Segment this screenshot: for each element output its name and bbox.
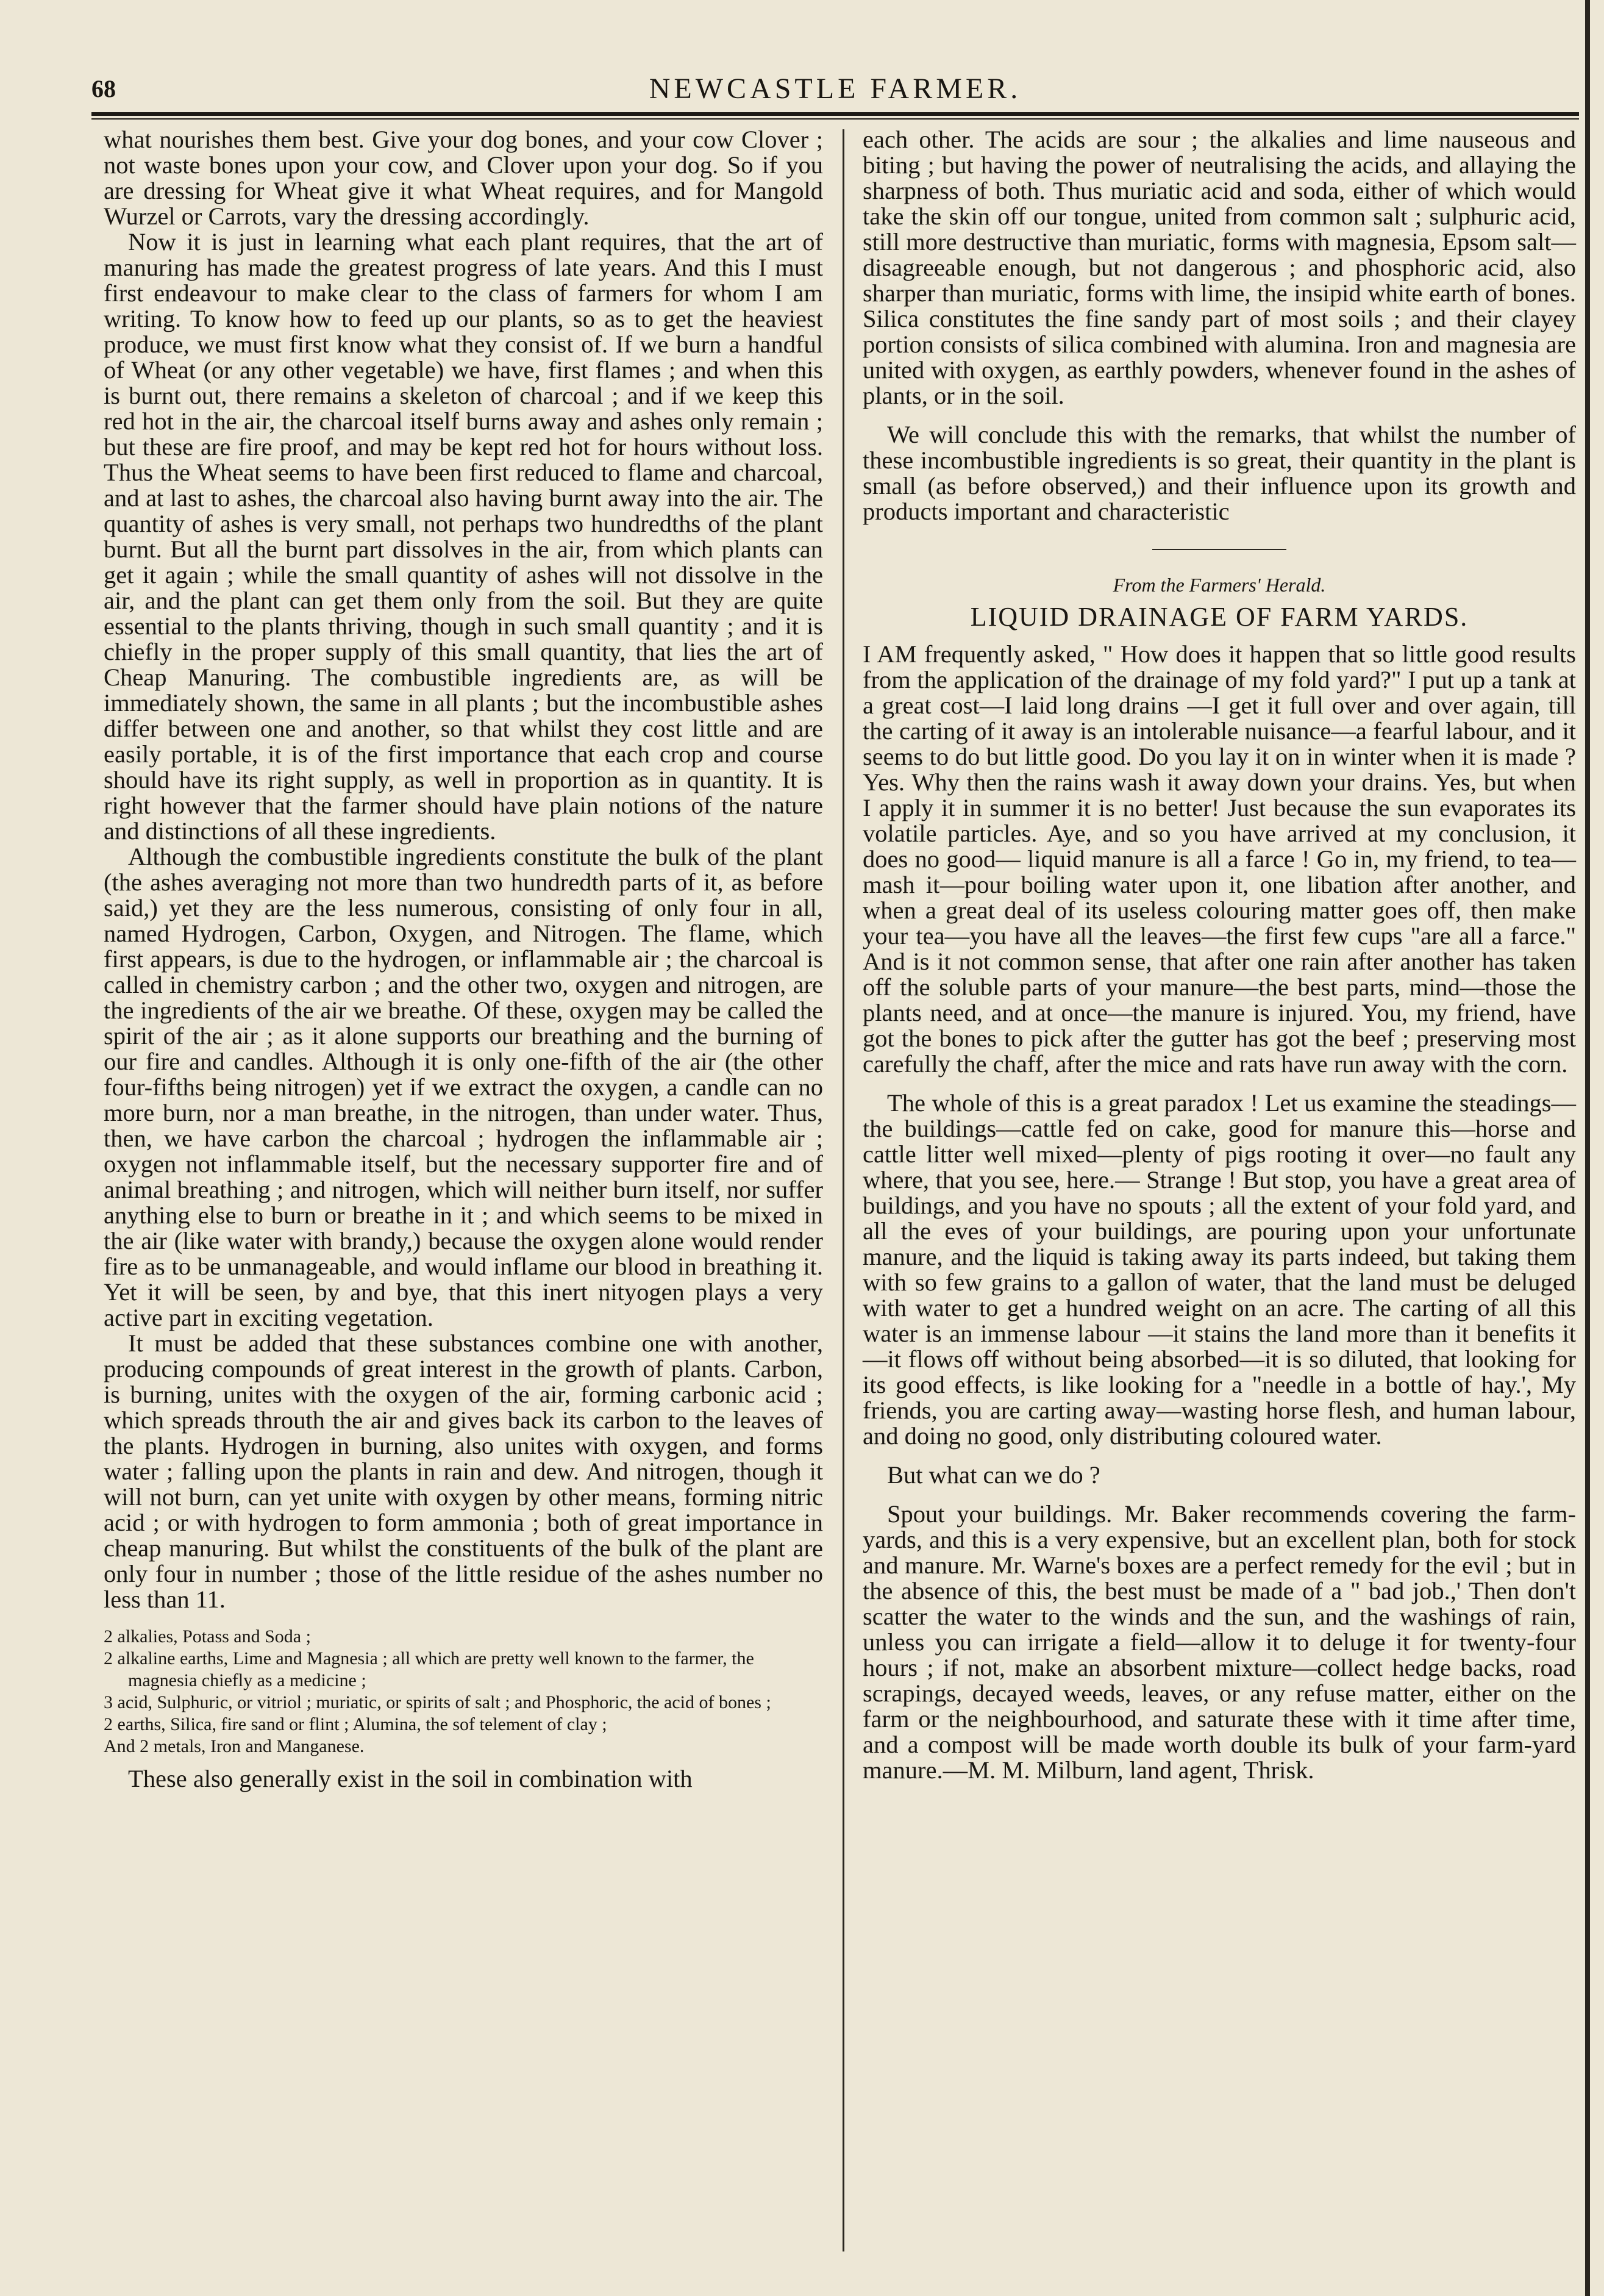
header-rule-thin — [91, 118, 1579, 120]
paragraph: Although the combustible ingredients constitute the bulk of the plant (the ashes averaging not more than two hundredth parts of it, as before said,) yet they are the less numerous, consisting of only four in all, named Hydrogen, Carbon, Oxygen, and Nitrogen. The flame, which first appears, is due to the hydrogen, or inflammable air ; the charcoal is called in chemistry carbon ; and the other two, oxygen and nitrogen, are the ingredients of the air we breathe. Of these, oxygen may be called the spirit of the air ; as it alone supports our breathing and the burning of our fire and candles. Although it is only one-fifth of the air (the other four-fifths being nitrogen) yet if we extract the oxygen, a candle can no more burn, nor a man breathe, in the nitrogen, than under water. Thus, then, we have carbon the charcoal ; hydrogen the inflammable air ; oxygen not inflammable itself, but the necessary supporter fire and of animal breathing ; and nitrogen, which will neither burn itself, nor suffer anything else to burn or breathe in it ; and which seems to be mixed in the air (like water with brandy,) because the oxygen alone would render fire as to be unmanageable, and would inflame our blood in breathing it. Yet it will be seen, by and bye, that this inert nityogen plays a very active part in exciting vegetation. — [104, 843, 823, 1331]
article-paragraph: Spout your buildings. Mr. Baker recommends covering the farm-yards, and this is a very expensive, but an excellent plan, both for stock and manure. Mr. Warne's boxes are a perfect remedy for the evil ; but in the absence of this, the best must be made of a " bad job.,' Then don't scatter the water to the winds and the sun, and the washings of rain, unless you can irrigate a field—allow it to deluge it for twenty-four hours ; if not, make an absorbent mixture—collect hedge backs, road scrapings, decayed weeds, leaves, or any refuse matter, either on the farm or the neighbourhood, and saturate these with it time after time, and a compost will be made worth double its bulk of your farm-yard manure.—M. M. Milburn, land agent, Thrisk. — [863, 1500, 1576, 1784]
right-column — [863, 127, 1576, 1783]
running-title: NEWCASTLE FARMER. — [649, 73, 1022, 105]
article-paragraph: I AM frequently asked, " How does it happen that so little good results from the application of the drainage of my fold yard?" I put up a tank at a great cost—I laid long drains —I get it full over and over again, till the carting of it away is an intolerable nuisance—a fearful labour, and it seems to do but little good. Do you lay it on in winter when it is made ? Yes. Why then the rains wash it away down your drains. Yes, but when I apply it in summer it is no better! Just because the sun evaporates its volatile particles. Aye, and so you have arrived at my conclusion, it does no good— liquid manure is all a farce ! Go in, my friend, to tea—mash it—pour boiling water upon it, one libation after another, and when a great deal of its useless colouring matter goes off, then make your tea—you have all the leaves—the first few cups "are all a farce." And is it not common sense, that after one rain after another has taken off the soluble parts of your manure—the best parts, mind—those the plants need, and at once—the manure is injured. You, my friend, have got the bones to pick after the gutter has got the beef ; preserving most carefully the chaff, after the mice and rats have run away with the corn. — [863, 640, 1576, 1078]
header-rule — [91, 112, 1579, 116]
section-divider — [1152, 549, 1286, 550]
page-edge-rule — [1585, 0, 1590, 2296]
paragraph: We will conclude this with the remarks, that whilst the number of these incombustible ingredients is so great, their quantity in the plant is small (as before observed,) and their influence upon its growth and products important and characteristic — [863, 421, 1576, 525]
footnote: And 2 metals, Iron and Manganese. — [104, 1736, 365, 1756]
footnote: 2 alkalies, Potass and Soda ; — [104, 1626, 311, 1647]
paragraph: Now it is just in learning what each plant requires, that the art of manuring has made the greatest progress of late years. And this I must first endeavour to make clear to the class of farmers for whom I am writing. To know how to feed up our plants, so as to get the heaviest produce, we must first know what they consist of. If we burn a handful of Wheat (or any other vegetable) we have, first flames ; and when this is burnt out, there remains a skeleton of charcoal ; and if we keep this red hot in the air, the charcoal itself burns away and ashes only remain ; but these are fire proof, and may be kept red hot for hours without loss. Thus the Wheat seems to have been first reduced to flame and charcoal, and at last to ashes, the charcoal also having burnt away into the air. The quantity of ashes is very small, not perhaps two hundredths of the plant burnt. But all the burnt part dissolves in the air, from which plants can get it again ; while the small quantity of ashes will not dissolve in the air, and the plant can get them only from the soil. But they are quite essential to the plants thriving, though in such small quantity ; and it is chiefly in the proper supply of this small quantity, that lies the art of Cheap Manuring. The combustible ingredients are, as will be immediately shown, the same in all plants ; but the incombustible ashes differ between one and another, so that whilst they cost little and are easily portable, it is of the first importance that each crop and course should have its right supply, as well in proportion as in quantity. It is right however that the farmer should have plain notions of the nature and distinctions of all these ingredients. — [104, 228, 823, 845]
left-column — [104, 127, 823, 1792]
column-divider — [843, 129, 844, 2251]
article-source: From the Farmers' Herald. — [1113, 574, 1326, 596]
footnote: 2 earths, Silica, fire sand or flint ; Alumina, the sof telement of clay ; — [104, 1714, 607, 1734]
page-number: 68 — [91, 75, 116, 102]
footnote: 3 acid, Sulphuric, or vitriol ; muriatic, or spirits of salt ; and Phosphoric, the acid of bones ; — [104, 1692, 771, 1712]
article-title: LIQUID DRAINAGE OF FARM YARDS. — [970, 602, 1469, 632]
masthead — [91, 72, 1579, 109]
footnotes — [104, 1626, 823, 1758]
closing-line: These also generally exist in the soil in combination with — [128, 1765, 693, 1792]
paragraph: It must be added that these substances combine one with another, producing compounds of great interest in the growth of plants. Carbon, is burning, unites with the oxygen of the air, forming carbonic acid ; which spreads throuth the air and gives back its carbon to the leaves of the plants. Hydrogen in burning, also unites with oxygen, and forms water ; falling upon the plants in rain and dew. And nitrogen, though it will not burn, can yet unite with oxygen by other means, forming nitric acid ; or with hydrogen to form ammonia ; both of great importance in cheap manuring. But whilst the constituents of the bulk of the plant are only four in number ; those of the little residue of the ashes number no less than 11. — [104, 1329, 823, 1613]
footnote: 2 alkaline earths, Lime and Magnesia ; all which are pretty well known to the farmer, the magnesia chiefly as a medicine ; — [104, 1648, 754, 1690]
paragraph: each other. The acids are sour ; the alkalies and lime nauseous and biting ; but having the power of neutralising the acids, and allaying the sharpness of both. Thus muriatic acid and soda, either of which would take the skin off our tongue, united from common salt ; sulphuric acid, still more destructive than muriatic, forms with magnesia, Epsom salt— disagreeable enough, but not dangerous ; and phosphoric acid, also sharper than muriatic, forms with lime, the insipid white earth of bones. Silica constitutes the fine sandy part of most soils ; and their clayey portion consists of silica combined with alumina. Iron and magnesia are united with oxygen, as earthly powders, whenever found in the ashes of plants, or in the soil. — [863, 126, 1576, 409]
article-paragraph: The whole of this is a great paradox ! Let us examine the steadings—the buildings—cattle fed on cake, good for manure this—horse and cattle litter well mixed—plenty of pigs rooting it over—no fault any where, that you see, here.— Strange ! But stop, you have a great area of buildings, and you have no spouts ; all the extent of your fold yard, and all the eves of your buildings, are pouring upon your unfortunate manure, and the liquid is taking away its parts indeed, but taking them with so few grains to a gallon of water, that the land must be deluged with water to get a hundred weight on an acre. The carting of all this water is an immense labour —it stains the land more than it benefits it—it flows off without being absorbed—it is so diluted, that looking for its good effects, is like looking for a "needle in a bottle of hay.', My friends, you are carting away—wasting horse flesh, and human labour, and doing no good, only distributing coloured water. — [863, 1089, 1576, 1450]
paragraph: what nourishes them best. Give your dog bones, and your cow Clover ; not waste bones upon your cow, and Clover upon your dog. So if you are dressing for Wheat give it what Wheat requires, and for Mangold Wurzel or Carrots, vary the dressing accordingly. — [104, 126, 823, 230]
article-paragraph: But what can we do ? — [887, 1461, 1100, 1489]
